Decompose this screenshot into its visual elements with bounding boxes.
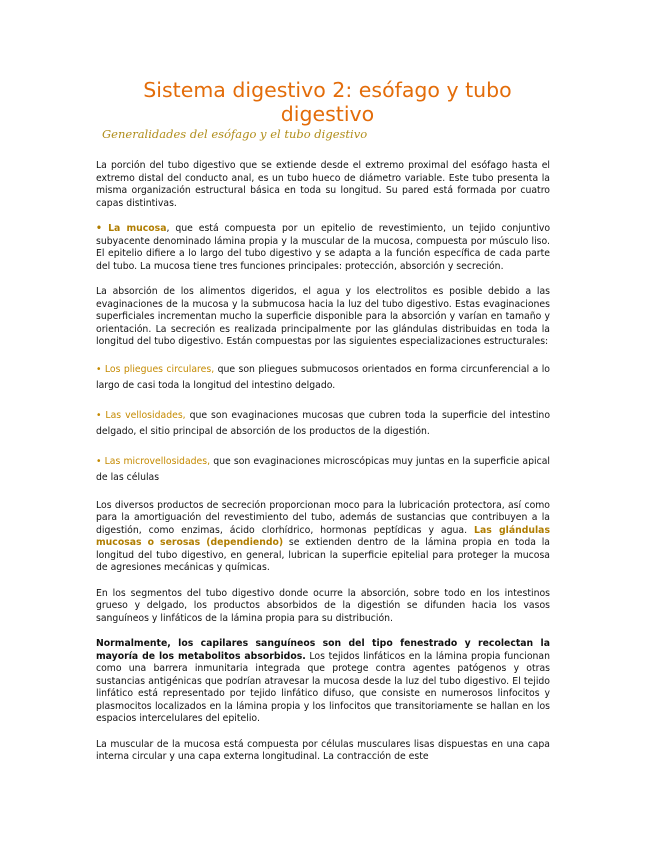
bullet-term: • Los pliegues circulares, <box>96 363 215 375</box>
paragraph-absorption-segments: En los segmentos del tubo digestivo donde ocurre la absorción, sobre todo en los intestinos grueso y delgado, los productos absorbidos de la digestión se difunden hacia los vasos sanguíneos y linfáticos de la lámina propia para su distribución. <box>96 587 550 624</box>
paragraph-intro: La porción del tubo digestivo que se extiende desde el extremo proximal del esófago hasta el extremo distal del conducto anal, es un tubo hueco de diámetro variable. Este tubo presenta la misma organización estructural básica en toda su longitud. Su pared está formada por cuatro capas distintivas. <box>96 160 550 209</box>
mucosa-text: , que está compuesta por un epitelio de revestimiento, un tejido conjuntivo subyacente denominado lámina propia y la muscular de la mucosa, compuesta por músculo liso. El epitelio difiere a lo largo del tubo digestivo y se adapta a la función específica de cada parte del tubo. La mucosa tiene tres funciones principales: protección, absorción y secreción. <box>96 223 551 272</box>
glands-term: Las glándulas mucosas o serosas (dependiendo) <box>96 524 550 548</box>
paragraph-secretion <box>96 500 550 575</box>
page-title: Sistema digestivo 2: esófago y tubo digestivo <box>143 78 512 126</box>
section-subtitle: Generalidades del esófago y el tubo digestivo <box>102 127 368 141</box>
mucosa-term: • La mucosa <box>96 223 167 234</box>
bullet-vellosidades <box>96 408 550 441</box>
secretion-text: Los diversos productos de secreción proporcionan moco para la lubricación protectora, así como para la amortiguación del revestimiento del tubo, además de sustancias que contribuyen a la digestión, como enzimas, ácido clorhídrico, hormonas peptídicas y agua. <box>96 499 550 536</box>
bullet-text: que son evaginaciones microscópicas muy juntas en la superficie apical de las células <box>96 455 550 483</box>
document-body <box>96 160 550 777</box>
paragraph-muscularis: La muscular de la mucosa está compuesta por células musculares lisas dispuestas en una capa interna circular y una capa externa longitudinal. La contracción de este <box>96 738 550 762</box>
bullet-text: que son pliegues submucosos orientados en forma circunferencial a lo largo de casi toda la longitud del intestino delgado. <box>96 363 550 391</box>
paragraph-absorption: La absorción de los alimentos digeridos, el agua y los electrolitos es posible debido a las evaginaciones de la mucosa y la submucosa hacia la luz del tubo digestivo. Estas evaginaciones superficiales incrementan mucho la superficie disponible para la absorción y varían en tamaño y orientación. La secreción es realizada principalmente por las glándulas distribuidas en toda la longitud del tubo digestivo. Están compuestas por las siguientes especializaciones estructurales: <box>96 286 550 347</box>
glands-text: se extienden dentro de la lámina propia en toda la longitud del tubo digestivo, en general, lubrican la superficie epitelial para proteger la mucosa de agresiones mecánicas y químicas. <box>96 537 550 573</box>
bullet-pliegues <box>96 362 550 395</box>
capillaries-text: Los tejidos linfáticos en la lámina propia funcionan como una barrera inmunitaria integrada que protege contra agentes patógenos y otras sustancias antigénicas que podrían atravesar la mucosa desde la luz del tubo digestivo. El tejido linfático está representado por tejido linfático difuso, que consiste en numerosos linfocitos y plasmocitos localizados en la lámina propia y los linfocitos que transitoriamente se hallan en los espacios intercelulares del epitelio. <box>96 650 550 724</box>
bullet-text: que son evaginaciones mucosas que cubren toda la superficie del intestino delgado, el sitio principal de absorción de los productos de la digestión. <box>96 409 551 437</box>
bullet-microvellosidades <box>96 454 550 487</box>
paragraph-mucosa <box>96 223 550 273</box>
bullet-term: • Las microvellosidades, <box>96 455 211 467</box>
bullet-term: • Las vellosidades, <box>96 409 186 421</box>
capillaries-bold: Normalmente, los capilares sanguíneos son del tipo fenestrado y recolectan la mayoría de los metabolitos absorbidos. <box>96 638 550 662</box>
paragraph-capillaries <box>96 638 550 726</box>
